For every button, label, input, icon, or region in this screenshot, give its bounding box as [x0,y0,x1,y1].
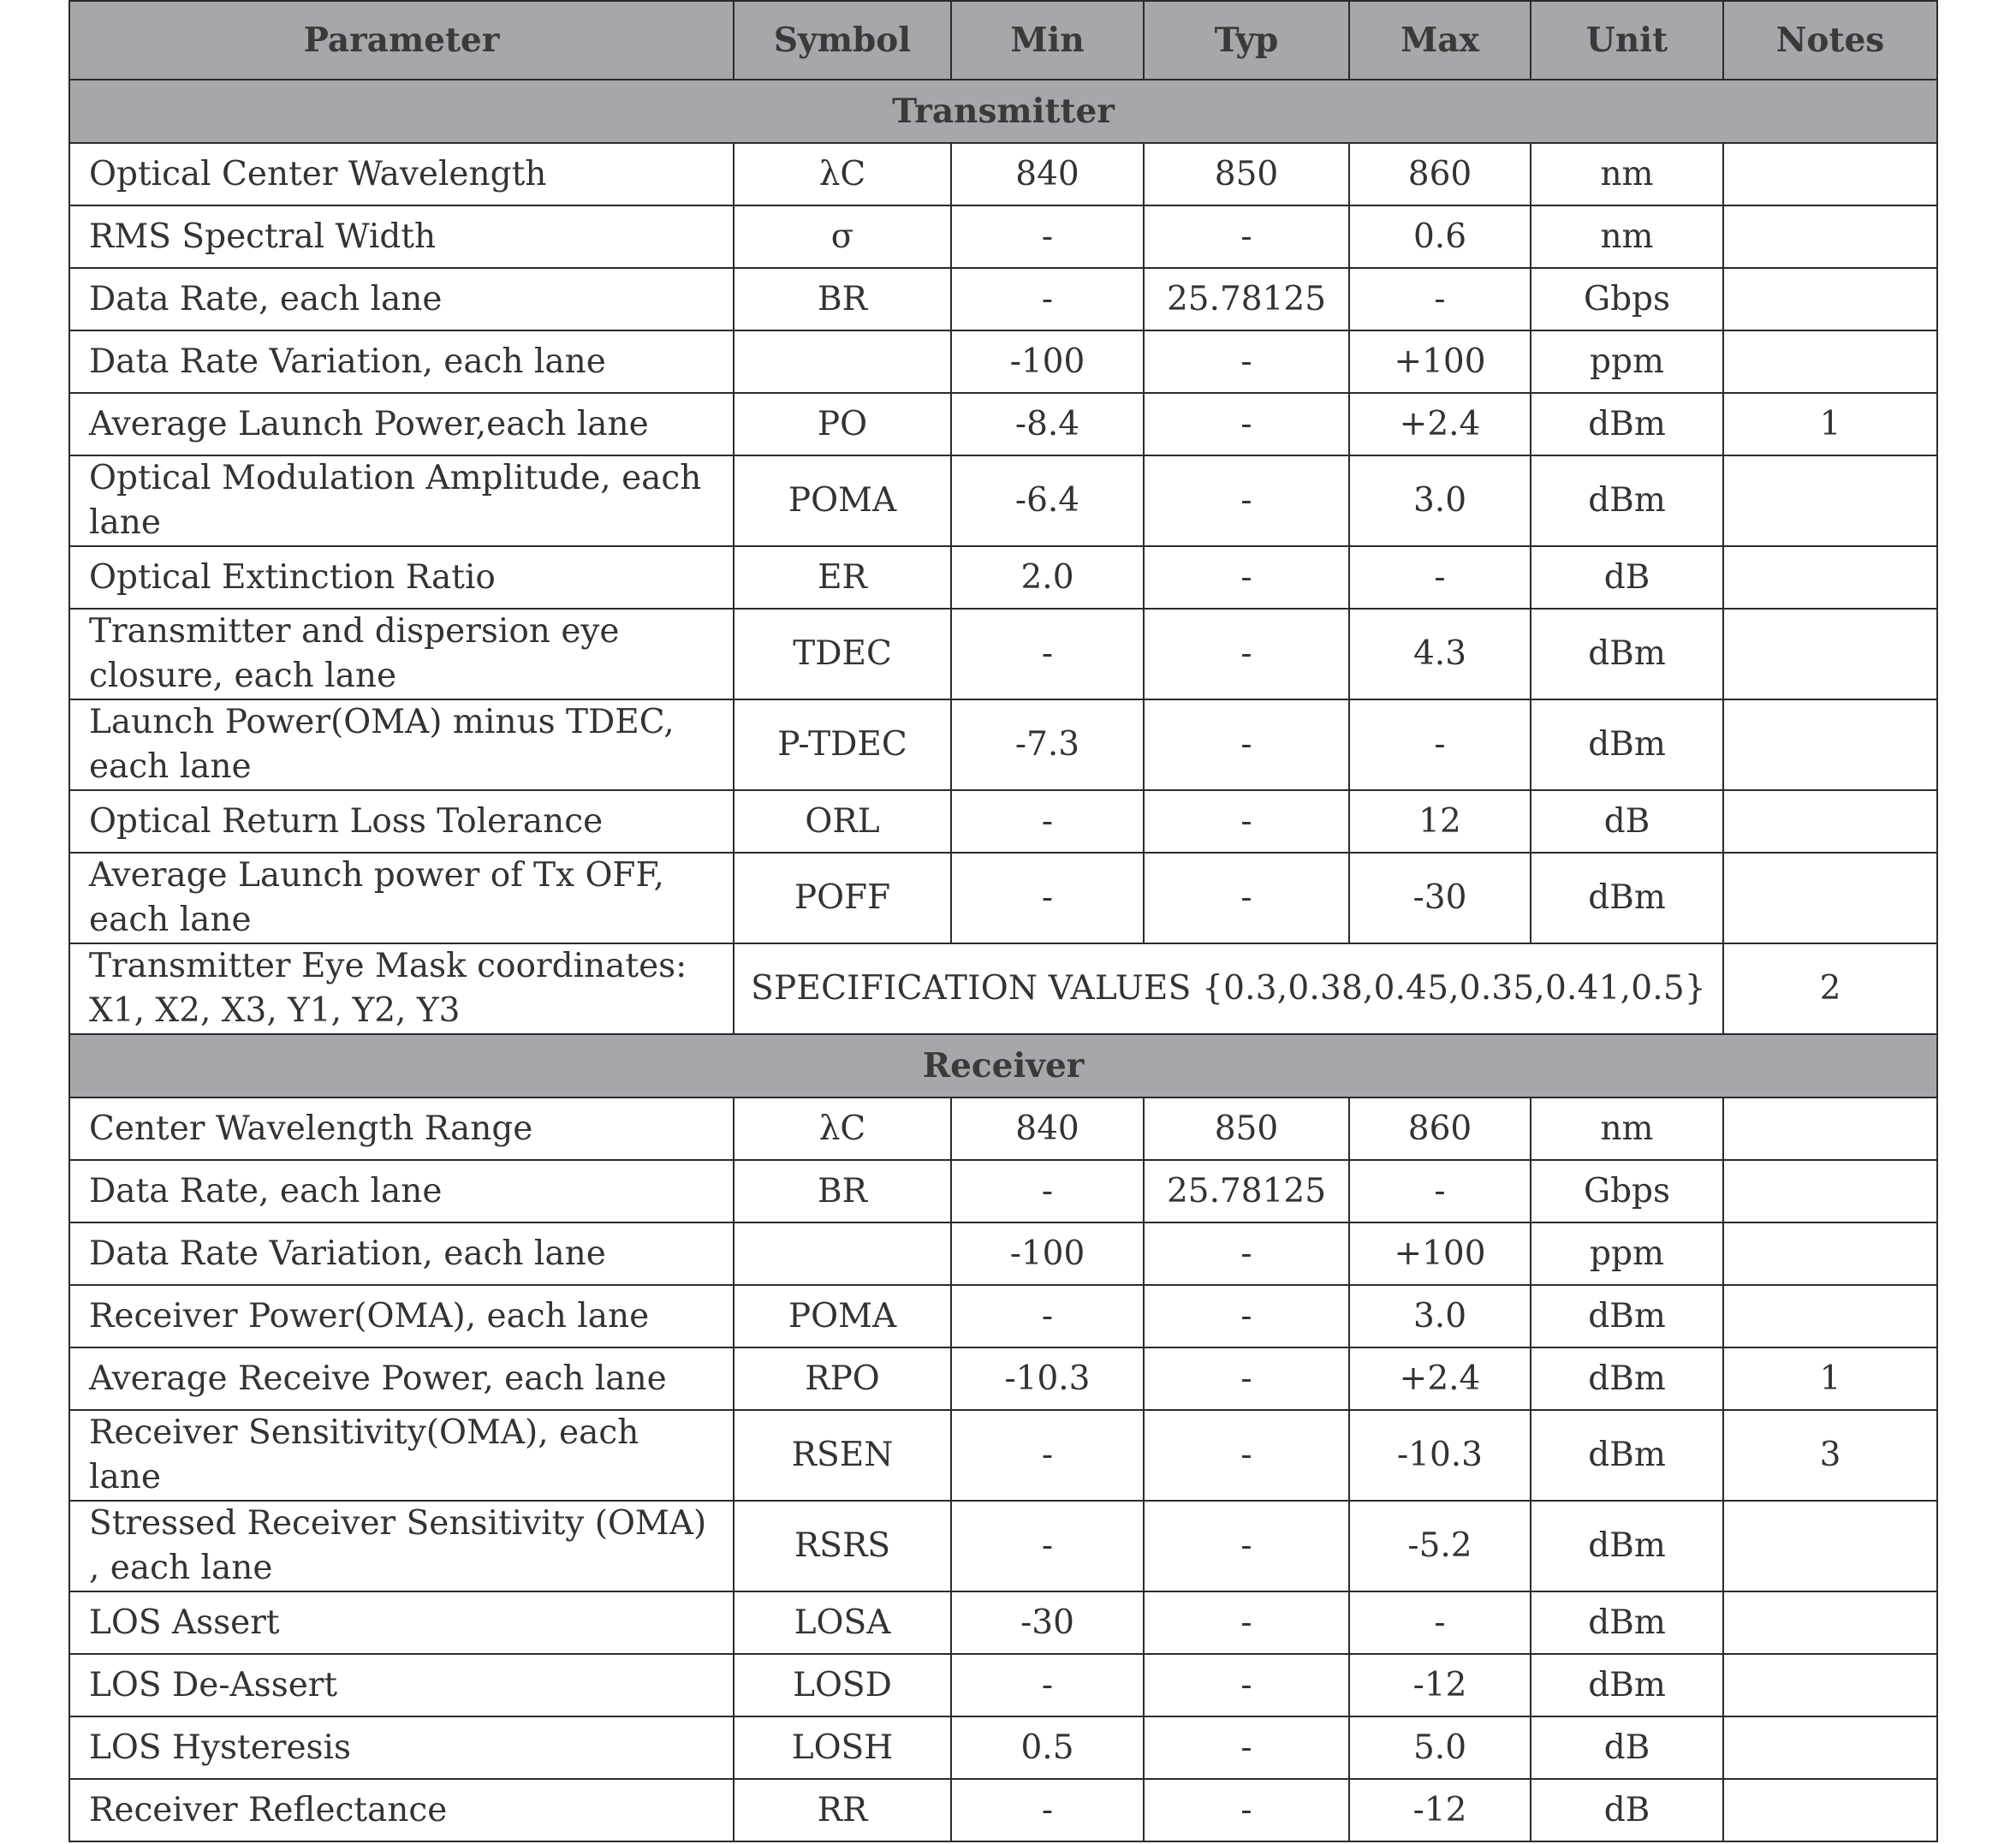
cell-max: -10.3 [1349,1410,1531,1501]
cell-parameter: Data Rate, each lane [69,268,734,330]
cell-max: 5.0 [1349,1716,1531,1779]
cell-unit: nm [1531,143,1723,205]
cell-notes [1723,790,1937,853]
cell-notes [1723,1779,1937,1841]
cell-min: -30 [951,1591,1144,1654]
cell-parameter: Transmitter Eye Mask coordinates: X1, X2, X3, Y1, Y2, Y3 [69,943,734,1034]
cell-parameter: Optical Center Wavelength [69,143,734,205]
cell-notes [1723,1222,1937,1285]
cell-typ: - [1144,1654,1349,1716]
cell-symbol: POFF [734,853,951,943]
cell-parameter: LOS De-Assert [69,1654,734,1716]
cell-unit: dB [1531,790,1723,853]
cell-min: 0.5 [951,1716,1144,1779]
cell-min: -100 [951,330,1144,393]
cell-unit: dBm [1531,1410,1723,1501]
cell-typ: - [1144,853,1349,943]
table-row [69,393,1937,455]
cell-parameter: Transmitter and dispersion eye closure, each lane [69,609,734,699]
cell-notes [1723,1654,1937,1716]
cell-parameter: Center Wavelength Range [69,1097,734,1160]
cell-parameter: Average Launch power of Tx OFF, each lane [69,853,734,943]
cell-min: -6.4 [951,455,1144,546]
cell-max: 3.0 [1349,1285,1531,1347]
cell-unit: dBm [1531,1285,1723,1347]
cell-typ: - [1144,1410,1349,1501]
cell-min: - [951,1654,1144,1716]
table-row [69,330,1937,393]
table-row [69,1591,1937,1654]
cell-max: 860 [1349,143,1531,205]
table-row [69,268,1937,330]
cell-typ: - [1144,205,1349,268]
cell-max: -12 [1349,1654,1531,1716]
cell-unit: nm [1531,205,1723,268]
table-row [69,1716,1937,1779]
cell-typ: - [1144,699,1349,790]
cell-symbol: RPO [734,1347,951,1410]
table-row [69,853,1937,943]
cell-symbol: ORL [734,790,951,853]
cell-min: - [951,1410,1144,1501]
cell-unit: dBm [1531,1501,1723,1591]
cell-unit: dBm [1531,609,1723,699]
cell-max: 0.6 [1349,205,1531,268]
cell-max: - [1349,546,1531,609]
cell-min: - [951,1285,1144,1347]
cell-parameter: Average Receive Power, each lane [69,1347,734,1410]
header-max: Max [1349,1,1531,80]
cell-notes: 2 [1723,943,1937,1034]
cell-parameter: Receiver Sensitivity(OMA), each lane [69,1410,734,1501]
cell-symbol: POMA [734,1285,951,1347]
cell-parameter: LOS Hysteresis [69,1716,734,1779]
cell-parameter: Receiver Reflectance [69,1779,734,1841]
table-row [69,143,1937,205]
section-header-receiver [69,1034,1937,1097]
cell-min: 840 [951,143,1144,205]
cell-min: 2.0 [951,546,1144,609]
cell-symbol: PO [734,393,951,455]
cell-notes [1723,609,1937,699]
table-row [69,546,1937,609]
cell-symbol: LOSA [734,1591,951,1654]
cell-symbol: BR [734,1160,951,1222]
cell-parameter: Launch Power(OMA) minus TDEC, each lane [69,699,734,790]
cell-typ: - [1144,330,1349,393]
cell-parameter: Optical Extinction Ratio [69,546,734,609]
cell-max: +100 [1349,330,1531,393]
cell-parameter: Average Launch Power,each lane [69,393,734,455]
cell-min: - [951,1779,1144,1841]
cell-min: - [951,268,1144,330]
cell-typ: - [1144,1285,1349,1347]
table-body [69,80,1937,1841]
cell-parameter: Data Rate Variation, each lane [69,1222,734,1285]
cell-notes [1723,1501,1937,1591]
cell-symbol: RR [734,1779,951,1841]
cell-min: 840 [951,1097,1144,1160]
cell-symbol: λC [734,1097,951,1160]
cell-unit: dBm [1531,853,1723,943]
table-row [69,1501,1937,1591]
cell-notes [1723,330,1937,393]
cell-min: - [951,1160,1144,1222]
spec-table [68,0,1938,1842]
cell-notes [1723,205,1937,268]
cell-unit: dBm [1531,1654,1723,1716]
cell-symbol: POMA [734,455,951,546]
cell-max: 860 [1349,1097,1531,1160]
cell-max: - [1349,699,1531,790]
header-notes: Notes [1723,1,1937,80]
cell-symbol: LOSH [734,1716,951,1779]
cell-symbol: λC [734,143,951,205]
cell-min: -10.3 [951,1347,1144,1410]
cell-typ: - [1144,609,1349,699]
cell-notes [1723,1097,1937,1160]
cell-notes [1723,455,1937,546]
cell-min: -7.3 [951,699,1144,790]
section-title: Receiver [69,1034,1937,1097]
cell-unit: ppm [1531,330,1723,393]
cell-notes [1723,546,1937,609]
section-title: Transmitter [69,80,1937,143]
cell-typ: - [1144,546,1349,609]
cell-min: - [951,790,1144,853]
cell-unit: dB [1531,1716,1723,1779]
cell-parameter: Optical Modulation Amplitude, each lane [69,455,734,546]
table-row [69,1097,1937,1160]
cell-typ: - [1144,1347,1349,1410]
cell-max: 4.3 [1349,609,1531,699]
cell-parameter: LOS Assert [69,1591,734,1654]
cell-typ: 25.78125 [1144,1160,1349,1222]
header-symbol: Symbol [734,1,951,80]
cell-notes: 1 [1723,1347,1937,1410]
cell-typ: - [1144,1716,1349,1779]
cell-max: +2.4 [1349,393,1531,455]
header-unit: Unit [1531,1,1723,80]
cell-unit: nm [1531,1097,1723,1160]
cell-symbol: σ [734,205,951,268]
table-row [69,1222,1937,1285]
cell-notes [1723,1160,1937,1222]
cell-max: -12 [1349,1779,1531,1841]
table-row [69,1779,1937,1841]
cell-typ: 850 [1144,1097,1349,1160]
cell-typ: - [1144,1501,1349,1591]
cell-unit: dB [1531,1779,1723,1841]
cell-max: 3.0 [1349,455,1531,546]
cell-max: +2.4 [1349,1347,1531,1410]
table-row [69,205,1937,268]
cell-unit: dBm [1531,455,1723,546]
cell-unit: ppm [1531,1222,1723,1285]
cell-symbol: P-TDEC [734,699,951,790]
cell-specification-values: SPECIFICATION VALUES {0.3,0.38,0.45,0.35,0.41,0.5} [734,943,1723,1034]
cell-parameter: Data Rate, each lane [69,1160,734,1222]
cell-max: -30 [1349,853,1531,943]
cell-symbol: RSRS [734,1501,951,1591]
cell-symbol: TDEC [734,609,951,699]
cell-notes [1723,268,1937,330]
table-row [69,1347,1937,1410]
eye-mask-row [69,943,1937,1034]
table-row [69,1160,1937,1222]
cell-symbol: LOSD [734,1654,951,1716]
table-row [69,790,1937,853]
header-row [69,1,1937,80]
section-header-transmitter [69,80,1937,143]
table-row [69,1410,1937,1501]
header-typ: Typ [1144,1,1349,80]
header-min: Min [951,1,1144,80]
cell-typ: 25.78125 [1144,268,1349,330]
cell-symbol [734,1222,951,1285]
cell-min: - [951,609,1144,699]
cell-max: - [1349,268,1531,330]
cell-symbol [734,330,951,393]
cell-symbol: BR [734,268,951,330]
cell-max: - [1349,1160,1531,1222]
cell-unit: Gbps [1531,1160,1723,1222]
cell-typ: - [1144,393,1349,455]
cell-min: -8.4 [951,393,1144,455]
cell-symbol: RSEN [734,1410,951,1501]
cell-typ: - [1144,790,1349,853]
cell-typ: - [1144,1222,1349,1285]
cell-unit: dBm [1531,699,1723,790]
cell-parameter: Receiver Power(OMA), each lane [69,1285,734,1347]
table-row [69,1654,1937,1716]
cell-max: -5.2 [1349,1501,1531,1591]
cell-unit: dB [1531,546,1723,609]
cell-parameter: Data Rate Variation, each lane [69,330,734,393]
cell-notes [1723,1285,1937,1347]
cell-notes [1723,853,1937,943]
table-row [69,1285,1937,1347]
cell-notes [1723,143,1937,205]
cell-parameter: Stressed Receiver Sensitivity (OMA) , each lane [69,1501,734,1591]
cell-typ: - [1144,1591,1349,1654]
cell-typ: 850 [1144,143,1349,205]
cell-notes [1723,1591,1937,1654]
table-row [69,609,1937,699]
cell-unit: dBm [1531,1347,1723,1410]
cell-symbol: ER [734,546,951,609]
cell-notes [1723,1716,1937,1779]
cell-min: - [951,205,1144,268]
cell-min: - [951,1501,1144,1591]
cell-min: -100 [951,1222,1144,1285]
cell-unit: dBm [1531,393,1723,455]
cell-typ: - [1144,1779,1349,1841]
cell-typ: - [1144,455,1349,546]
table-row [69,455,1937,546]
cell-unit: Gbps [1531,268,1723,330]
cell-max: +100 [1349,1222,1531,1285]
cell-notes: 3 [1723,1410,1937,1501]
cell-parameter: RMS Spectral Width [69,205,734,268]
cell-unit: dBm [1531,1591,1723,1654]
header-parameter: Parameter [69,1,734,80]
cell-max: 12 [1349,790,1531,853]
cell-parameter: Optical Return Loss Tolerance [69,790,734,853]
table-row [69,699,1937,790]
cell-max: - [1349,1591,1531,1654]
cell-min: - [951,853,1144,943]
cell-notes [1723,699,1937,790]
cell-notes: 1 [1723,393,1937,455]
